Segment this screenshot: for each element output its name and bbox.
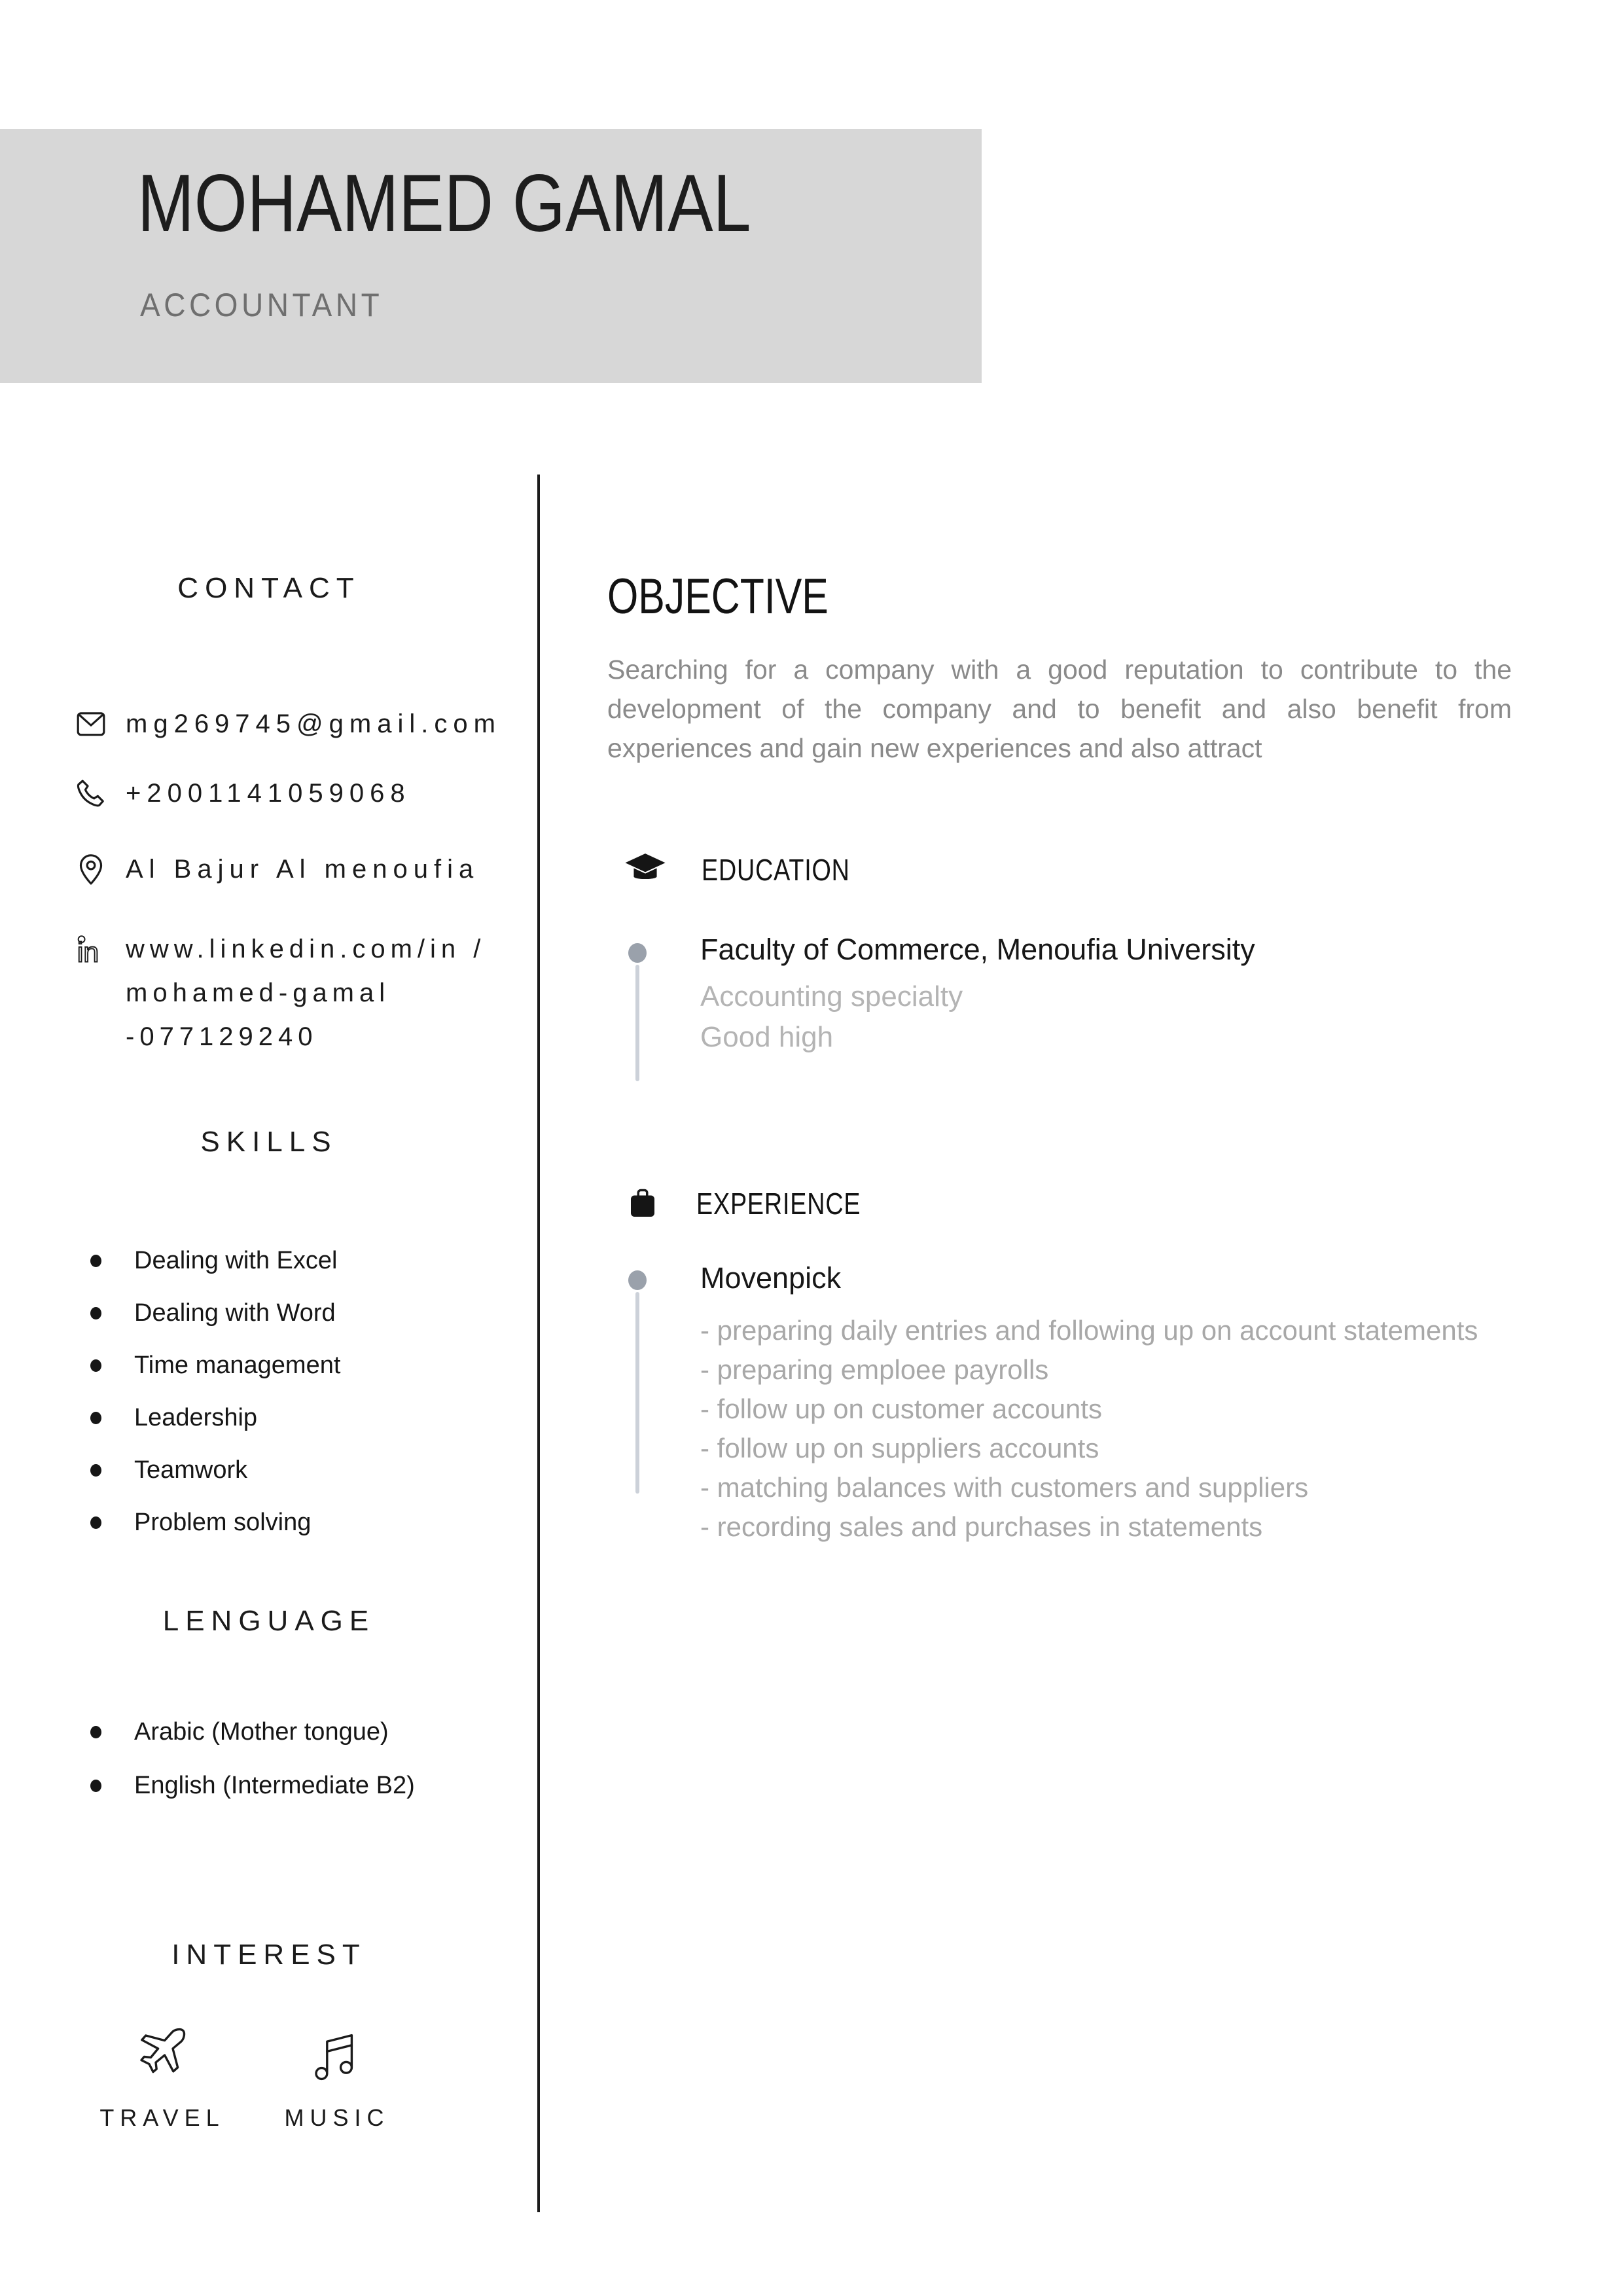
timeline-dot [628,1270,647,1290]
skills-list [90,1234,340,1549]
header-band [0,129,982,383]
language-item: Arabic (Mother tongue) [90,1705,415,1759]
skill-item: Time management [90,1339,340,1391]
music-note-icon [306,2024,368,2087]
bullet-dot [90,1307,101,1319]
bullet-dot [90,1255,101,1267]
language-list [90,1705,415,1812]
experience-detail: - follow up on customer accounts [700,1393,1102,1424]
experience-header [623,1181,897,1227]
education-detail: Accounting specialty [700,980,963,1013]
contact-row-location [73,852,479,887]
person-title: ACCOUNTANT [140,287,383,323]
objective-text: Searching for a company with a good reputation to contribute to the development of the company and to benefit and also benefit from experiences and gain new experiences and also attract [607,655,1512,763]
contact-row-phone [73,776,411,811]
bullet-dot [90,1780,101,1792]
contact-row-email [73,706,501,742]
education-details [700,977,963,1058]
bullet-dot [90,1516,101,1529]
person-name: MOHAMED GAMAL [137,158,751,249]
bullet-dot [90,1464,101,1477]
experience-detail: - preparing emploee payrolls [700,1354,1049,1385]
location-text: Al Bajur Al menoufia [126,854,480,884]
interest-heading: INTEREST [171,1939,366,1971]
svg-text:in: in [77,937,99,967]
skills-heading: SKILLS [200,1126,338,1158]
graduation-cap-icon [623,848,668,892]
experience-entry-title: Movenpick [700,1261,842,1295]
interest-label-travel: TRAVEL [99,2104,225,2131]
skill-item: Dealing with Excel [90,1234,340,1287]
skill-item: Teamwork [90,1444,340,1496]
experience-details [700,1311,1478,1547]
education-header [623,847,883,893]
interest-label-music: MUSIC [284,2104,390,2131]
language-heading: LENGUAGE [162,1605,376,1637]
location-pin-icon [73,852,109,887]
phone-text: +2001141059068 [126,778,411,808]
email-text: mg269745@gmail.com [126,709,501,738]
skill-item: Dealing with Word [90,1287,340,1339]
experience-detail: - matching balances with customers and suppliers [700,1472,1309,1503]
experience-detail: - recording sales and purchases in statements [700,1511,1263,1542]
education-entry-title: Faculty of Commerce, Menoufia University [700,933,1255,966]
timeline-dot [628,943,647,963]
bullet-dot [90,1726,101,1738]
briefcase-icon [623,1184,662,1223]
experience-heading: EXPERIENCE [696,1187,861,1221]
skill-item: Leadership [90,1391,340,1444]
objective-heading: OBJECTIVE [607,569,829,624]
education-detail: Good high [700,1021,834,1053]
timeline-line [635,1292,639,1494]
experience-detail: - preparing daily entries and following up on account statements [700,1315,1478,1346]
bullet-dot [90,1412,101,1424]
contact-row-linkedin [73,927,486,1059]
airplane-icon [131,2024,194,2087]
linkedin-line: mohamed-gamal [126,978,391,1007]
linkedin-line: www.linkedin.com/in / [126,935,486,963]
skill-item: Problem solving [90,1496,340,1549]
bullet-dot [90,1359,101,1372]
language-item: English (Intermediate B2) [90,1759,415,1812]
contact-heading: CONTACT [177,572,361,604]
experience-detail: - follow up on suppliers accounts [700,1433,1099,1463]
education-heading: EDUCATION [702,853,850,887]
linkedin-line: -077129240 [126,1022,318,1051]
timeline-line [635,965,639,1081]
envelope-icon [73,706,109,742]
linkedin-lines [126,927,486,1059]
phone-icon [73,776,109,811]
linkedin-icon [73,931,109,967]
